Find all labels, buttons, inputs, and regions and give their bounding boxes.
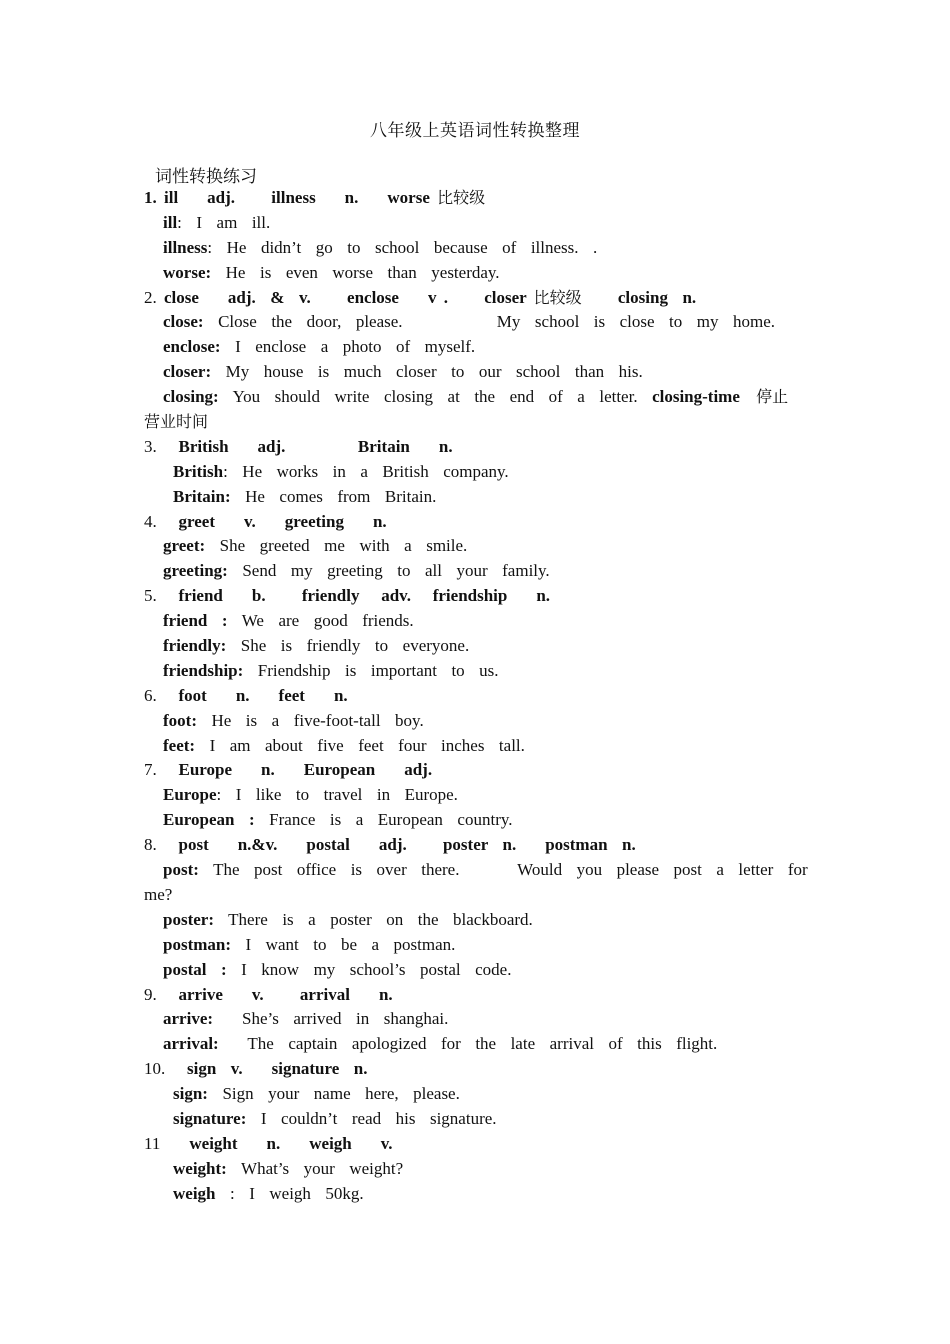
term-text: close: xyxy=(163,312,204,332)
example-text: 3. xyxy=(144,436,179,456)
item-heading xyxy=(144,758,794,783)
term-text: ill xyxy=(163,212,178,232)
example-line xyxy=(144,958,794,983)
example-line xyxy=(144,460,794,485)
example-text: 8. xyxy=(144,835,179,855)
term-text: postman: xyxy=(163,934,232,954)
example-text: : I am ill. xyxy=(177,212,271,232)
item-heading xyxy=(144,435,794,460)
term-text: arrive v. arrival n. xyxy=(178,984,393,1004)
example-text: 5. xyxy=(144,586,179,606)
example-text: 9. xyxy=(144,984,179,1004)
term-text: Europe xyxy=(163,785,217,805)
term-text: greet: xyxy=(163,536,206,556)
term-text: enclose: xyxy=(163,337,221,357)
example-line xyxy=(144,858,808,883)
item-heading xyxy=(144,684,794,709)
example-line xyxy=(144,310,794,335)
term-text: arrive: xyxy=(163,1009,214,1029)
example-text: 停止 xyxy=(739,387,789,407)
item-heading xyxy=(144,186,794,211)
example-text: The post office is over there. Would you please post a letter for xyxy=(198,860,808,880)
example-text: She’s arrived in shanghai. xyxy=(213,1009,449,1029)
item-heading xyxy=(144,286,794,311)
example-text: 11 xyxy=(144,1133,190,1153)
term-text: close adj. & v. enclose v . closer xyxy=(164,287,534,307)
term-text: closer: xyxy=(163,362,212,382)
term-text: European : xyxy=(163,810,255,830)
example-text: Close the door, please. My school is close to my home. xyxy=(203,312,776,332)
example-line xyxy=(144,808,794,833)
example-text: : He didn’t go to school because of illness. . xyxy=(207,237,598,257)
example-line xyxy=(144,933,794,958)
term-text: sign v. signature n. xyxy=(187,1059,368,1079)
example-text: She is friendly to everyone. xyxy=(226,636,470,656)
example-line xyxy=(144,360,794,385)
example-line xyxy=(144,1107,794,1132)
example-text: France is a European country. xyxy=(254,810,513,830)
example-line xyxy=(144,211,794,236)
example-line-wrap xyxy=(144,883,794,908)
item-heading xyxy=(144,1057,794,1082)
example-text: I want to be a postman. xyxy=(231,934,456,954)
term-text: illness xyxy=(163,237,208,257)
example-text: Sign your name here, please. xyxy=(207,1084,460,1104)
term-text: British xyxy=(173,461,224,481)
example-text: Friendship is important to us. xyxy=(243,660,499,680)
example-text: She greeted me with a smile. xyxy=(205,536,468,556)
example-line xyxy=(144,559,794,584)
item-heading xyxy=(144,833,794,858)
example-text: me? xyxy=(144,884,173,904)
example-text: He is even worse than yesterday. xyxy=(211,262,500,282)
term-text: friend : xyxy=(163,611,228,631)
example-text: There is a poster on the blackboard. xyxy=(213,909,533,929)
term-text: worse: xyxy=(163,262,212,282)
example-text: 10. xyxy=(144,1059,187,1079)
term-text: foot: xyxy=(163,710,197,730)
example-line xyxy=(144,634,794,659)
example-text: 营业时间 xyxy=(144,412,209,432)
term-text: feet: xyxy=(163,735,196,755)
example-line xyxy=(144,261,794,286)
example-line xyxy=(144,1182,794,1207)
example-line xyxy=(144,1082,794,1107)
example-text: I enclose a photo of myself. xyxy=(220,337,476,357)
example-line-wrap xyxy=(144,410,794,435)
example-line xyxy=(144,335,794,360)
example-line xyxy=(144,236,794,261)
item-heading xyxy=(144,1132,794,1157)
example-text: 比较级 xyxy=(437,188,486,207)
term-text: closing n. xyxy=(581,287,697,307)
term-text: friendly: xyxy=(163,636,227,656)
example-text: 4. xyxy=(144,511,179,531)
example-text: : I weigh 50kg. xyxy=(215,1183,364,1203)
section-subtitle: 词性转换练习 xyxy=(155,167,257,186)
term-text: weight: xyxy=(173,1158,227,1178)
term-text: signature: xyxy=(173,1108,247,1128)
example-text: He is a five-foot-tall boy. xyxy=(196,710,424,730)
term-text: post n.&v. postal adj. poster n. postman n. xyxy=(178,835,636,855)
item-heading xyxy=(144,510,794,535)
term-text: postal : xyxy=(163,959,227,979)
term-text: weight n. weigh v. xyxy=(189,1133,393,1153)
example-line xyxy=(144,659,794,684)
term-text: weigh xyxy=(173,1183,216,1203)
term-text: British adj. Britain n. xyxy=(178,436,453,456)
item-heading xyxy=(144,584,794,609)
example-text: 6. xyxy=(144,685,179,705)
example-text: I couldn’t read his signature. xyxy=(246,1108,497,1128)
example-text: He comes from Britain. xyxy=(230,486,437,506)
example-text: What’s your weight? xyxy=(226,1158,404,1178)
term-text: closing-time xyxy=(652,387,740,407)
term-text: friend b. friendly adv. friendship n. xyxy=(178,586,551,606)
example-text: Send my greeting to all your family. xyxy=(227,561,550,581)
term-text: foot n. feet n. xyxy=(178,685,348,705)
item-heading xyxy=(144,983,794,1008)
example-text: You should write closing at the end of a letter. xyxy=(218,387,653,407)
vocabulary-list xyxy=(144,186,808,1207)
term-text: greet v. greeting n. xyxy=(178,511,387,531)
term-text: arrival: xyxy=(163,1034,219,1054)
example-text: I am about five feet four inches tall. xyxy=(195,735,525,755)
example-line xyxy=(144,485,794,510)
term-text: friendship: xyxy=(163,660,244,680)
term-text: sign: xyxy=(173,1084,208,1104)
term-text: 1. ill adj. illness n. worse xyxy=(144,188,438,207)
example-text: We are good friends. xyxy=(227,611,414,631)
example-line xyxy=(144,783,794,808)
term-text: poster: xyxy=(163,909,214,929)
term-text: closing: xyxy=(163,387,219,407)
example-text: 7. xyxy=(144,760,179,780)
example-text: I know my school’s postal code. xyxy=(226,959,512,979)
term-text: Britain: xyxy=(173,486,231,506)
example-line xyxy=(144,1032,794,1057)
example-line xyxy=(144,609,794,634)
term-text: Europe n. European adj. xyxy=(178,760,433,780)
example-text: 比较级 xyxy=(533,287,582,307)
example-line xyxy=(144,534,794,559)
term-text: greeting: xyxy=(163,561,228,581)
example-text: : He works in a British company. xyxy=(223,461,509,481)
example-line xyxy=(144,385,794,410)
example-text: : I like to travel in Europe. xyxy=(216,785,458,805)
example-line xyxy=(144,734,794,759)
example-text: My house is much closer to our school than his. xyxy=(211,362,643,382)
example-line xyxy=(144,908,794,933)
example-text: The captain apologized for the late arrival of this flight. xyxy=(218,1034,718,1054)
example-line xyxy=(144,1007,794,1032)
example-text: 2. xyxy=(144,287,164,307)
term-text: post: xyxy=(163,860,199,880)
example-line xyxy=(144,1157,794,1182)
example-line xyxy=(144,709,794,734)
page-title: 八年级上英语词性转换整理 xyxy=(370,121,580,140)
